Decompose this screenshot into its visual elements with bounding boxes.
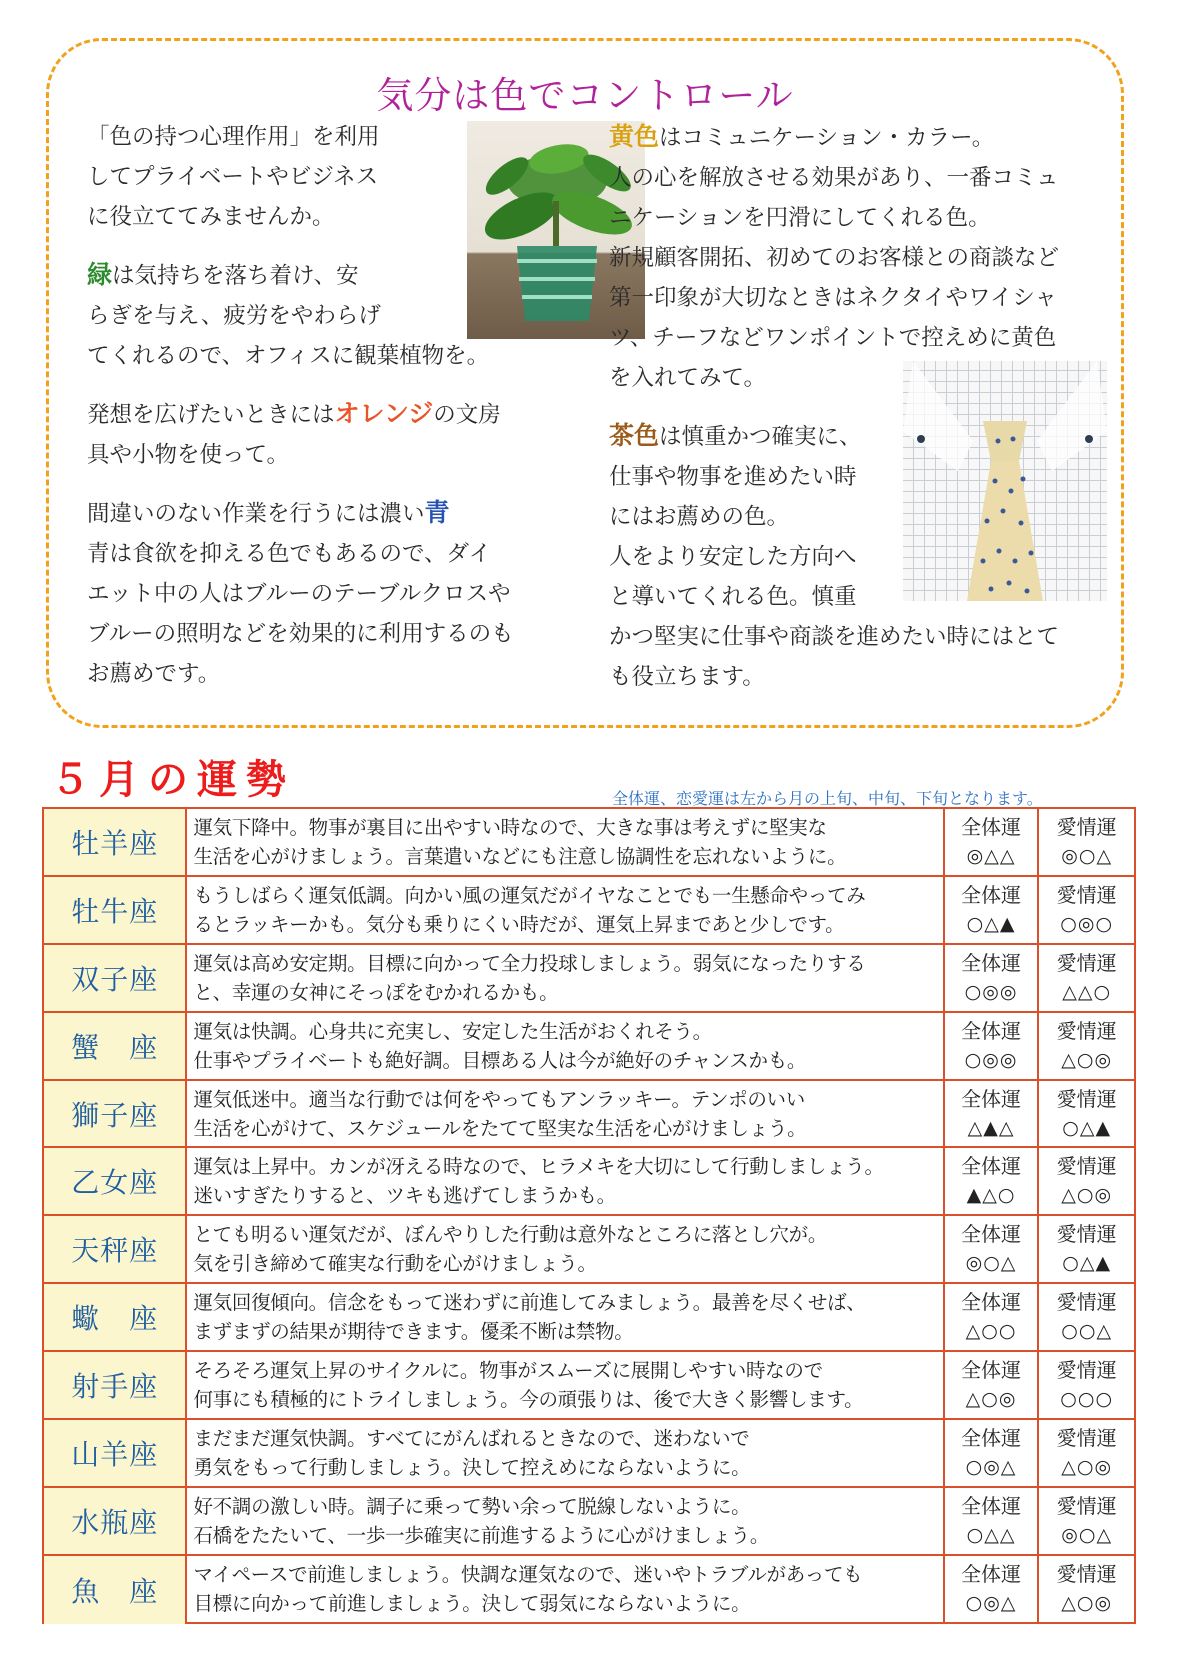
overall-luck-label: 全体運 (961, 1561, 1022, 1586)
fortune-text-line: 仕事やプライベートも絶好調。目標ある人は今が絶好のチャンスかも。 (193, 1048, 807, 1072)
overall-luck-label: 全体運 (961, 1358, 1022, 1383)
overall-luck-marks: △○○ (965, 1320, 1017, 1343)
love-luck-label: 愛情運 (1056, 1561, 1117, 1586)
fortune-row (44, 1556, 1134, 1624)
fortune-row (44, 1420, 1134, 1488)
fortune-text-line: とても明るい運気だが、ぼんやりした行動は意外なところに落とし穴が。 (193, 1223, 828, 1247)
orange-paragraph: 発想を広げたいときにはオレンジの文房 (87, 399, 501, 428)
overall-luck-cell (945, 1148, 1040, 1214)
overall-luck-cell (945, 1420, 1040, 1486)
fortune-row (44, 1488, 1134, 1556)
overall-luck-label: 全体運 (961, 815, 1022, 839)
overall-luck-cell (945, 1013, 1040, 1079)
fortune-row (44, 1013, 1134, 1081)
love-luck-cell (1039, 1352, 1134, 1418)
fortune-text-line: 何事にも積極的にトライしましょう。今の頑張りは、後で大きく影響します。 (193, 1388, 864, 1412)
blue-line: お薦めです。 (87, 661, 221, 687)
zodiac-sign: 山羊座 (44, 1420, 187, 1486)
brown-line: 仕事や物事を進めたい時 (609, 464, 857, 490)
article-title: 気分は色でコントロール (376, 74, 794, 117)
love-luck-cell (1039, 1148, 1134, 1214)
blue-paragraph: 間違いのない作業を行うには濃い青 (87, 498, 450, 527)
love-luck-marks: △○◎ (1061, 1184, 1113, 1207)
love-luck-marks: △○◎ (1061, 1048, 1113, 1071)
fortune-row (44, 877, 1134, 945)
overall-luck-marks: ○◎△ (965, 1591, 1017, 1614)
overall-luck-cell (945, 1556, 1040, 1624)
overall-luck-cell (945, 1352, 1040, 1418)
fortune-text-line: 運気下降中。物事が裏目に出やすい時なので、大きな事は考えずに堅実な (193, 816, 827, 839)
overall-luck-cell (945, 877, 1040, 943)
love-luck-marks: ◎○△ (1061, 845, 1113, 867)
zodiac-sign: 魚 座 (44, 1556, 187, 1624)
fortune-row (44, 1081, 1134, 1149)
yellow-paragraph: 黄色はコミュニケーション・カラー。 (609, 122, 995, 151)
fortune-text-line: 好不調の激しい時。調子に乗って勢い余って脱線しないように。 (193, 1494, 751, 1518)
fortune-description (187, 1081, 944, 1147)
love-luck-cell (1039, 877, 1134, 943)
orange-keyword: オレンジ (334, 399, 434, 428)
overall-luck-label: 全体運 (961, 1018, 1022, 1043)
overall-luck-label: 全体運 (961, 1493, 1022, 1518)
article-left-column (87, 117, 557, 694)
yellow-line: 第一印象が大切なときはネクタイやワイシャ (609, 285, 1057, 311)
article-right-column (609, 117, 1081, 697)
fortune-text-line: 運気は高め安定期。目標に向かって全力投球しましょう。弱気になったりする (193, 951, 866, 975)
fortune-note: 全体運、恋愛運は左から月の上旬、中旬、下旬となります。 (612, 789, 1043, 808)
zodiac-sign: 乙女座 (44, 1148, 187, 1214)
overall-luck-label: 全体運 (961, 1290, 1022, 1315)
fortune-description (187, 1284, 944, 1350)
fortune-description (187, 1013, 944, 1079)
yellow-line: ニケーションを円滑にしてくれる色。 (609, 205, 991, 231)
love-luck-marks: △△○ (1062, 980, 1112, 1003)
green-keyword: 緑 (87, 260, 113, 289)
zodiac-sign: 蟹 座 (44, 1013, 187, 1079)
love-luck-cell (1039, 1488, 1134, 1554)
love-luck-label: 愛情運 (1056, 1290, 1117, 1315)
fortune-text-line: もうしばらく運気低調。向かい風の運気だがイヤなことでも一生懸命やってみ (193, 883, 866, 907)
fortune-text-line: 迷いすぎたりすると、ツキも逃げてしまうかも。 (193, 1184, 616, 1208)
fortune-text-line: 運気回復傾向。信念をもって迷わずに前進してみましょう。最善を尽くせば、 (193, 1291, 866, 1315)
overall-luck-marks: △○◎ (965, 1388, 1017, 1411)
love-luck-label: 愛情運 (1056, 1086, 1117, 1111)
overall-luck-marks: ○◎△ (965, 1456, 1017, 1479)
love-luck-cell (1039, 809, 1134, 875)
fortune-row (44, 1284, 1134, 1352)
fortune-text-line: 運気低迷中。適当な行動では何をやってもアンラッキー。テンポのいい (193, 1087, 805, 1111)
zodiac-sign: 獅子座 (44, 1081, 187, 1147)
green-line: らぎを与え、疲労をやわらげ (87, 303, 381, 329)
fortune-table (42, 807, 1136, 1624)
love-luck-marks: ○◎○ (1060, 912, 1114, 935)
zodiac-sign: 牡牛座 (44, 877, 187, 943)
orange-line: 具や小物を使って。 (87, 442, 290, 468)
yellow-keyword: 黄色 (609, 122, 660, 151)
brown-line: と導いてくれる色。慎重 (609, 584, 857, 610)
love-luck-label: 愛情運 (1056, 815, 1117, 839)
fortune-description (187, 1352, 944, 1418)
love-luck-marks: ◎○△ (1061, 1523, 1113, 1546)
fortune-text-line: 生活を心がけて、スケジュールをたてて堅実な生活を心がけましょう。 (193, 1116, 807, 1140)
love-luck-cell (1039, 1216, 1134, 1282)
love-luck-marks: ○○△ (1061, 1320, 1113, 1343)
overall-luck-marks: ◎△△ (966, 845, 1016, 867)
yellow-line: ツ、チーフなどワンポイントで控えめに黄色 (609, 325, 1057, 351)
fortune-text-line: まずまずの結果が期待できます。優柔不断は禁物。 (193, 1320, 634, 1344)
green-line: てくれるので、オフィスに観葉植物を。 (87, 343, 490, 369)
fortune-description (187, 877, 944, 943)
overall-luck-label: 全体運 (961, 882, 1022, 907)
fortune-text-line: 目標に向かって前進しましょう。決して弱気にならないように。 (193, 1591, 751, 1615)
fortune-text-line: 勇気をもって行動しましょう。決して控えめにならないように。 (193, 1456, 751, 1480)
fortune-text-line: そろそろ運気上昇のサイクルに。物事がスムーズに展開しやすい時なので (193, 1359, 823, 1383)
zodiac-sign: 蠍 座 (44, 1284, 187, 1350)
brown-line: かつ堅実に仕事や商談を進めたい時にはとて (609, 624, 1060, 650)
brown-keyword: 茶色 (609, 421, 660, 450)
fortune-text-line: まだまだ運気快調。すべてにがんばれるときなので、迷わないで (193, 1427, 750, 1451)
brown-line: も役立ちます。 (609, 664, 765, 690)
fortune-description (187, 945, 944, 1011)
intro-line: してプライベートやビジネス (87, 164, 379, 190)
overall-luck-cell (945, 809, 1040, 875)
yellow-line: を入れてみて。 (609, 365, 767, 391)
love-luck-label: 愛情運 (1056, 1426, 1117, 1451)
yellow-line: 新規顧客開拓、初めてのお客様との商談など (609, 245, 1060, 271)
zodiac-sign: 水瓶座 (44, 1488, 187, 1554)
love-luck-cell (1039, 1081, 1134, 1147)
overall-luck-marks: ○△△ (966, 1523, 1016, 1546)
love-luck-cell (1039, 1284, 1134, 1350)
overall-luck-marks: ▲△○ (966, 1184, 1016, 1207)
love-luck-marks: △○◎ (1061, 1591, 1113, 1614)
love-luck-marks: ○△▲ (1062, 1116, 1112, 1139)
love-luck-label: 愛情運 (1056, 1222, 1117, 1247)
fortune-description (187, 1420, 944, 1486)
fortune-description (187, 1216, 944, 1282)
intro-line: 「色の持つ心理作用」を利用 (87, 124, 380, 150)
fortune-text-line: 生活を心がけましょう。言葉遣いなどにも注意し協調性を忘れないように。 (193, 845, 847, 868)
brown-line: にはお薦めの色。 (609, 504, 790, 530)
love-luck-label: 愛情運 (1056, 1018, 1117, 1043)
fortune-row (44, 1216, 1134, 1284)
fortune-row (44, 809, 1134, 877)
fortune-description (187, 1556, 944, 1624)
love-luck-label: 愛情運 (1056, 1154, 1117, 1179)
overall-luck-marks: ○◎◎ (964, 980, 1018, 1003)
overall-luck-marks: ○△▲ (966, 912, 1016, 935)
intro-line: に役立ててみませんか。 (87, 204, 335, 230)
love-luck-cell (1039, 1013, 1134, 1079)
overall-luck-label: 全体運 (961, 1426, 1022, 1451)
blue-line: 青は食欲を抑える色でもあるので、ダイ (87, 541, 492, 567)
love-luck-label: 愛情運 (1056, 882, 1117, 907)
love-luck-marks: ○○○ (1060, 1388, 1114, 1411)
color-article-box (46, 38, 1124, 728)
love-luck-label: 愛情運 (1056, 1493, 1117, 1518)
brown-line: 人をより安定した方向へ (609, 544, 857, 570)
fortune-row (44, 1148, 1134, 1216)
fortune-text-line: るとラッキーかも。気分も乗りにくい時だが、運気上昇まであと少しです。 (193, 912, 845, 936)
fortune-text-line: 気を引き締めて確実な行動を心がけましょう。 (193, 1252, 597, 1276)
zodiac-sign: 双子座 (44, 945, 187, 1011)
fortune-description (187, 1148, 944, 1214)
overall-luck-label: 全体運 (961, 1154, 1022, 1179)
blue-line: ブルーの照明などを効果的に利用するのも (87, 621, 514, 647)
fortune-text-line: 運気は上昇中。カンが冴える時なので、ヒラメキを大切にして行動しましょう。 (193, 1155, 884, 1179)
blue-keyword: 青 (424, 498, 450, 527)
overall-luck-cell (945, 1284, 1040, 1350)
fortune-heading: ５月の運勢 (50, 757, 295, 803)
fortune-description (187, 1488, 944, 1554)
love-luck-label: 愛情運 (1056, 950, 1117, 975)
overall-luck-cell (945, 1488, 1040, 1554)
overall-luck-cell (945, 1216, 1040, 1282)
zodiac-sign: 牡羊座 (44, 809, 187, 875)
overall-luck-marks: ○◎◎ (964, 1048, 1018, 1071)
overall-luck-cell (945, 945, 1040, 1011)
brown-paragraph: 茶色は慎重かつ確実に、 (609, 421, 862, 450)
zodiac-sign: 天秤座 (44, 1216, 187, 1282)
blue-line: エット中の人はブルーのテーブルクロスや (87, 581, 511, 607)
love-luck-marks: △○◎ (1061, 1456, 1113, 1479)
overall-luck-marks: △▲△ (967, 1116, 1015, 1139)
love-luck-cell (1039, 1420, 1134, 1486)
yellow-line: 人の心を解放させる効果があり、一番コミュ (609, 165, 1059, 191)
fortune-text-line: 石橋をたたいて、一歩一歩確実に前進するように心がけましょう。 (193, 1523, 770, 1547)
fortune-text-line: 運気は快調。心身共に充実し、安定した生活がおくれそう。 (193, 1019, 712, 1043)
overall-luck-label: 全体運 (961, 1222, 1022, 1247)
fortune-row (44, 945, 1134, 1013)
overall-luck-marks: ◎○△ (965, 1252, 1017, 1275)
love-luck-marks: ○△▲ (1062, 1252, 1112, 1275)
fortune-description (187, 809, 944, 875)
love-luck-cell (1039, 945, 1134, 1011)
fortune-text-line: と、幸運の女神にそっぽをむかれるかも。 (193, 980, 559, 1004)
overall-luck-label: 全体運 (961, 950, 1022, 975)
fortune-text-line: マイペースで前進しましょう。快調な運気なので、迷いやトラブルがあっても (193, 1562, 863, 1586)
zodiac-sign: 射手座 (44, 1352, 187, 1418)
fortune-row (44, 1352, 1134, 1420)
overall-luck-cell (945, 1081, 1040, 1147)
green-paragraph: 緑は気持ちを落ち着け、安 (87, 260, 359, 289)
love-luck-label: 愛情運 (1056, 1358, 1117, 1383)
love-luck-cell (1039, 1556, 1134, 1624)
overall-luck-label: 全体運 (961, 1086, 1022, 1111)
